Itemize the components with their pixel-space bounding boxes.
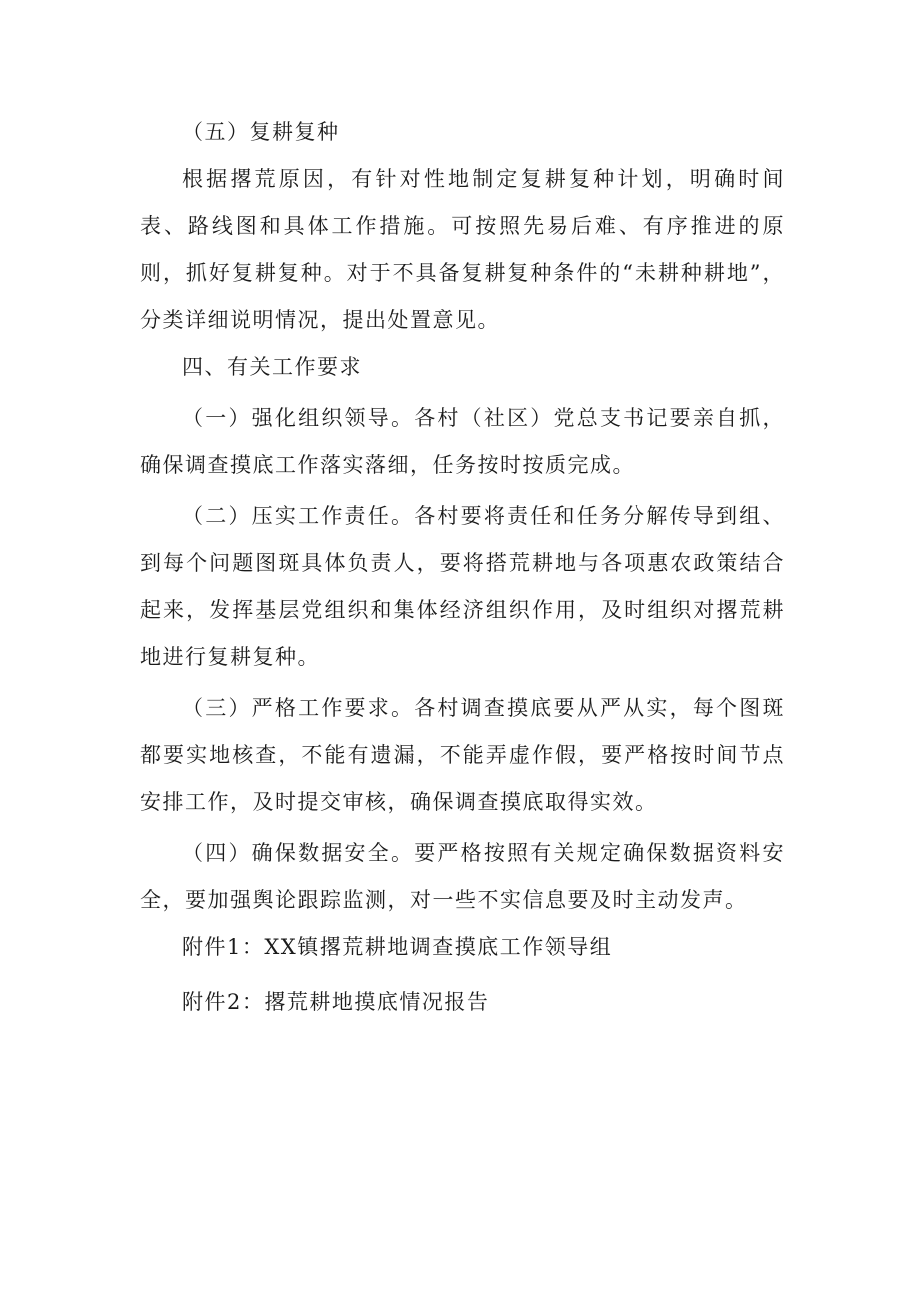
requirement-3: （三）严格工作要求。各村调查摸底要从严从实，每个图斑都要实地核查，不能有遗漏，不能弄虚作假，要严格按时间节点安排工作，及时提交审核，确保调查摸底取得实效。: [140, 696, 785, 814]
requirement-4: （四）确保数据安全。要严格按照有关规定确保数据资料安全，要加强舆论跟踪监测，对一些不实信息要及时主动发声。: [140, 841, 785, 912]
document-body: [140, 109, 785, 1026]
paragraph-recultivation: 根据撂荒原因，有针对性地制定复耕复种计划，明确时间表、路线图和具体工作措施。可按照先易后难、有序推进的原则，抓好复耕复种。对于不具备复耕复种条件的“未耕种耕地”，分类详细说明情况，提出处置意见。: [140, 167, 785, 332]
attachment-2: 附件2：撂荒耕地摸底情况报告: [182, 990, 490, 1014]
requirement-1: （一）强化组织领导。各村（社区）党总支书记要亲自抓，确保调查摸底工作落实落细，任务按时按质完成。: [140, 406, 785, 477]
section-heading-5: （五）复耕复种: [182, 120, 340, 144]
attachment-1: 附件1：XX镇撂荒耕地调查摸底工作领导组: [182, 935, 613, 959]
section-heading-4: 四、有关工作要求: [182, 355, 362, 379]
requirement-2: （二）压实工作责任。各村要将责任和任务分解传导到组、到每个问题图斑具体负责人，要将搭荒耕地与各项惠农政策结合起来，发挥基层党组织和集体经济组织作用，及时组织对撂荒耕地进行复耕复种。: [140, 504, 785, 669]
